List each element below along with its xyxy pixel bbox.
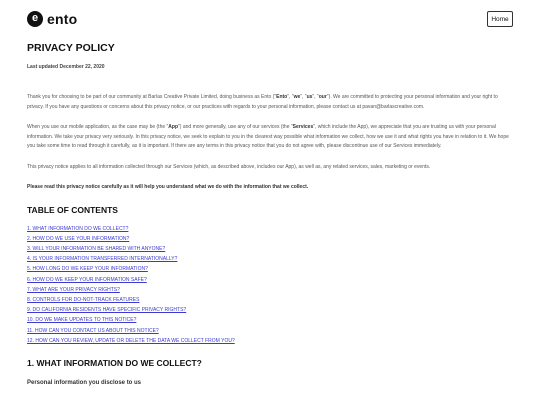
intro-paragraph-3: This privacy notice applies to all information collected through our Services (which, as described above, includes our App), as well as, any related services, sales, marketing or events.: [27, 163, 431, 170]
toc-link-1[interactable]: 1. WHAT INFORMATION DO WE COLLECT?: [27, 225, 129, 232]
toc-link-10[interactable]: 10. DO WE MAKE UPDATES TO THIS NOTICE?: [27, 317, 137, 324]
logo-mark-letter: e: [31, 12, 39, 24]
toc-link-7[interactable]: 7. WHAT ARE YOUR PRIVACY RIGHTS?: [27, 286, 120, 293]
logo[interactable]: [27, 11, 77, 27]
section-1-title: 1. WHAT INFORMATION DO WE COLLECT?: [27, 357, 202, 368]
section-1-subtitle: Personal information you disclose to us: [27, 379, 142, 386]
site-header: [0, 0, 540, 38]
intro-paragraph-4: Please read this privacy notice carefully as it will help you understand what we do with the information that we collect.: [27, 184, 309, 190]
toc-title: TABLE OF CONTENTS: [27, 204, 118, 215]
toc-link-2[interactable]: 2. HOW DO WE USE YOUR INFORMATION?: [27, 235, 130, 242]
toc-link-8[interactable]: 8. CONTROLS FOR DO-NOT-TRACK FEATURES: [27, 296, 140, 303]
toc-link-3[interactable]: 3. WILL YOUR INFORMATION BE SHARED WITH ANYONE?: [27, 245, 166, 252]
logo-text: ento: [47, 11, 78, 27]
toc-link-12[interactable]: 12. HOW CAN YOU REVIEW, UPDATE OR DELETE THE DATA WE COLLECT FROM YOU?: [27, 337, 235, 344]
intro-paragraph-1: Thank you for choosing to be part of our community at Barlas Creative Private Limited, doing business as Ento ("Ento", "we", "us", "our"). We are committed to protecting your personal information and your right to privacy. If you have any questions or concerns about this privacy notice, or our practices with regards to your personal information, please contact us at pavan@barlascreative.com.: [27, 94, 498, 110]
toc-link-4[interactable]: 4. IS YOUR INFORMATION TRANSFERRED INTERNATIONALLY?: [27, 256, 178, 263]
intro-paragraph-2: When you use our mobile application, as the case may be (the "App") and more generally, use any of our services (the "Services", which include the App), we appreciate that you are trusting us with your personal information. We take your privacy very seriously. In this privacy notice, we seek to explain to you in the clearest way possible what information we collect, how we use it and what rights you have in relation to it. We hope you take some time to read through it carefully, as it is important. If there are any terms in this privacy notice that you do not agree with, please discontinue use of our Services immediately.: [27, 124, 509, 149]
logo-mark-icon: [27, 11, 43, 27]
last-updated: Last updated December 22, 2020: [27, 64, 105, 70]
page-title: PRIVACY POLICY: [27, 42, 115, 54]
toc-link-6[interactable]: 6. HOW DO WE KEEP YOUR INFORMATION SAFE?: [27, 276, 147, 283]
toc-link-11[interactable]: 11. HOW CAN YOU CONTACT US ABOUT THIS NOTICE?: [27, 327, 159, 334]
home-button[interactable]: Home: [487, 11, 513, 27]
policy-content: [27, 42, 513, 386]
table-of-contents: [27, 224, 513, 346]
toc-link-5[interactable]: 5. HOW LONG DO WE KEEP YOUR INFORMATION?: [27, 266, 148, 273]
toc-link-9[interactable]: 9. DO CALIFORNIA RESIDENTS HAVE SPECIFIC PRIVACY RIGHTS?: [27, 307, 187, 314]
